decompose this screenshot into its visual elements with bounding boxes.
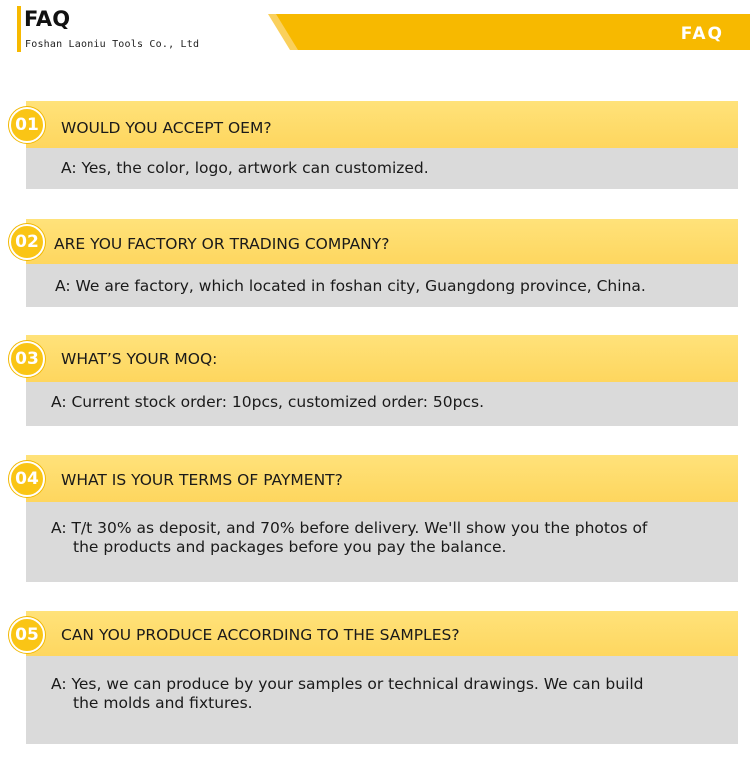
faq-question: WOULD YOU ACCEPT OEM? bbox=[61, 119, 272, 137]
faq-number-badge: 05 bbox=[9, 617, 45, 653]
faq-item bbox=[9, 611, 738, 744]
faq-answer bbox=[61, 159, 429, 178]
header-banner-shape bbox=[268, 14, 750, 50]
page-title: FAQ bbox=[24, 7, 71, 31]
faq-question: WHAT IS YOUR TERMS OF PAYMENT? bbox=[61, 471, 343, 489]
faq-answer-line: A: Yes, we can produce by your samples or technical drawings. We can build bbox=[51, 675, 644, 693]
faq-answer bbox=[51, 393, 484, 412]
header-banner bbox=[268, 14, 750, 50]
faq-answer-line: A: We are factory, which located in foshan city, Guangdong province, China. bbox=[55, 277, 646, 295]
faq-question: CAN YOU PRODUCE ACCORDING TO THE SAMPLES? bbox=[61, 626, 460, 644]
header-banner-label: FAQ bbox=[680, 24, 724, 44]
faq-question: WHAT’S YOUR MOQ: bbox=[61, 350, 218, 368]
faq-answer-line: the products and packages before you pay the balance. bbox=[73, 538, 507, 556]
faq-answer-line: A: T/t 30% as deposit, and 70% before delivery. We'll show you the photos of bbox=[51, 519, 648, 537]
faq-item bbox=[9, 219, 738, 307]
faq-answer bbox=[51, 675, 644, 713]
faq-item bbox=[9, 455, 738, 582]
faq-item bbox=[9, 101, 738, 189]
header-accent-bar bbox=[17, 6, 21, 52]
company-name: Foshan Laoniu Tools Co., Ltd bbox=[25, 39, 200, 50]
faq-number-badge: 03 bbox=[9, 341, 45, 377]
faq-answer-line: A: Yes, the color, logo, artwork can customized. bbox=[61, 159, 429, 177]
faq-answer-line: A: Current stock order: 10pcs, customized order: 50pcs. bbox=[51, 393, 485, 411]
faq-number-badge: 02 bbox=[9, 224, 45, 260]
faq-item bbox=[9, 335, 738, 426]
faq-question: ARE YOU FACTORY OR TRADING COMPANY? bbox=[54, 235, 390, 253]
faq-number-badge: 01 bbox=[9, 107, 45, 143]
faq-number-badge: 04 bbox=[9, 461, 45, 497]
faq-answer bbox=[51, 519, 647, 557]
faq-answer bbox=[55, 277, 646, 296]
faq-answer-line: the molds and fixtures. bbox=[73, 694, 253, 712]
